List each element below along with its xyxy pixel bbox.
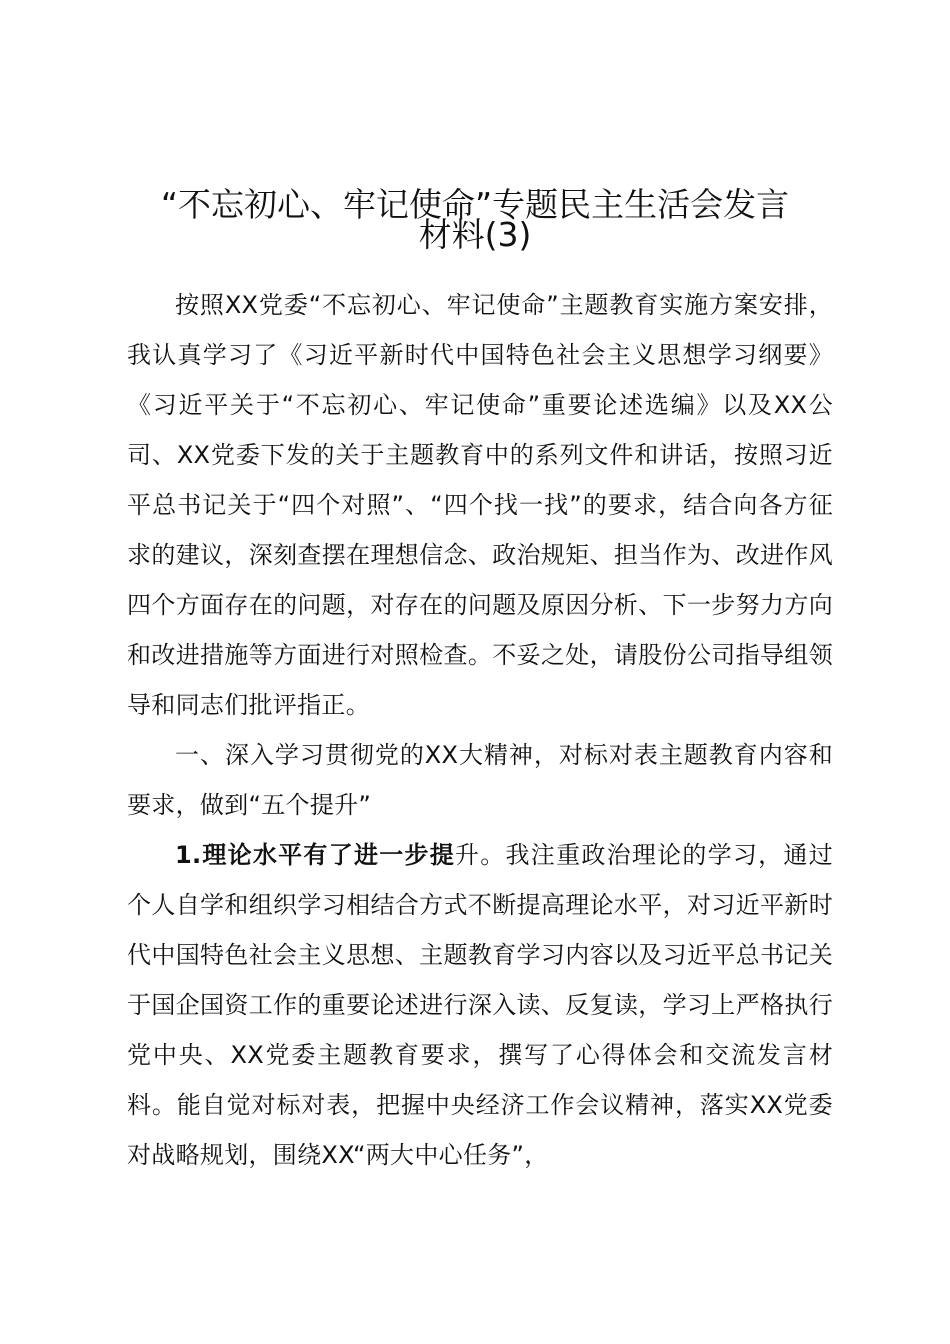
point1-paragraph: [127, 830, 833, 1180]
point1-text: 升。我注重政治理论的学习，通过个人自学和组织学习相结合方式不断提高理论水平，对习近平新时代中国特色社会主义思想、主题教育学习内容以及习近平总书记关于国企国资工作的重要论述进行深入读、反复读，学习上严格执行党中央、XX党委主题教育要求，撰写了心得体会和交流发言材料。能自觉对标对表，把握中央经济工作会议精神，落实XX党委对战略规划，围绕XX“两大中心任务”，: [127, 841, 833, 1169]
intro-paragraph: 按照XX党委“不忘初心、牢记使命”主题教育实施方案安排，我认真学习了《习近平新时代中国特色社会主义思想学习纲要》《习近平关于“不忘初心、牢记使命”重要论述选编》以及XX公司、XX党委下发的关于主题教育中的系列文件和讲话，按照习近平总书记关于“四个对照”、“四个找一找”的要求，结合向各方征求的建议，深刻查摆在理想信念、政治规矩、担当作为、改进作风四个方面存在的问题，对存在的问题及原因分析、下一步努力方向和改进措施等方面进行对照检查。不妥之处，请股份公司指导组领导和同志们批评指正。: [127, 291, 833, 719]
document-body: [127, 280, 833, 1180]
point1-heading: 1.理论水平有了进一步提: [175, 841, 456, 869]
section-heading: 一、深入学习贯彻党的XX大精神，对标对表主题教育内容和要求，做到“五个提升”: [127, 741, 833, 819]
document-title-line2: 材料(3): [418, 215, 532, 254]
document-title-line1: “不忘初心、牢记使命”专题民主生活会发言: [160, 185, 790, 224]
